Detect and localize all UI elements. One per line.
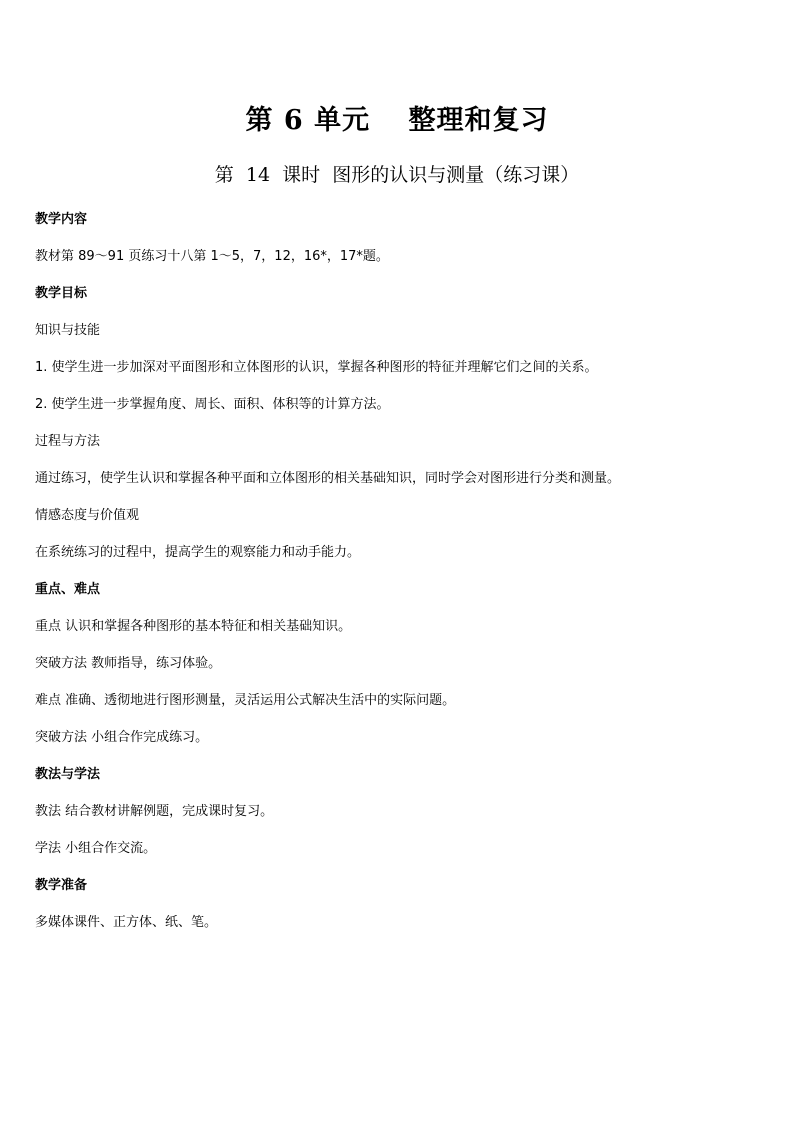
prep-text: 多媒体课件、正方体、纸、笔。 xyxy=(35,915,218,930)
methods-heading: 教法与学法 xyxy=(35,767,101,782)
key-heading: 重点、难点 xyxy=(35,582,101,597)
difficulty-point: 难点 准确、透彻地进行图形测量，灵活运用公式解决生活中的实际问题。 xyxy=(35,693,456,708)
attitude-text: 在系统练习的过程中，提高学生的观察能力和动手能力。 xyxy=(35,545,361,560)
process-text: 通过练习，使学生认识和掌握各种平面和立体图形的相关基础知识，同时学会对图形进行分类和测量。 xyxy=(35,471,621,486)
difficulty-method: 突破方法 小组合作完成练习。 xyxy=(35,730,209,745)
key-point: 重点 认识和掌握各种图形的基本特征和相关基础知识。 xyxy=(35,619,352,634)
knowledge-heading: 知识与技能 xyxy=(35,323,101,338)
attitude-heading: 情感态度与价值观 xyxy=(35,508,140,523)
prep-heading: 教学准备 xyxy=(35,878,88,893)
lesson-title: 第 14 课时 图形的认识与测量（练习课） xyxy=(214,164,580,186)
knowledge-item-2: 2. 使学生进一步掌握角度、周长、面积、体积等的计算方法。 xyxy=(35,397,390,412)
teaching-method: 教法 结合教材讲解例题，完成课时复习。 xyxy=(35,804,274,819)
knowledge-item-1: 1. 使学生进一步加深对平面图形和立体图形的认识，掌握各种图形的特征并理解它们之间的关系。 xyxy=(35,360,598,375)
goals-heading: 教学目标 xyxy=(35,286,88,301)
process-heading: 过程与方法 xyxy=(35,434,101,449)
content-heading: 教学内容 xyxy=(35,212,88,227)
key-method: 突破方法 教师指导，练习体验。 xyxy=(35,656,222,671)
lesson-content xyxy=(35,210,765,950)
content-text: 教材第 89～91 页练习十八第 1～5，7，12，16*，17*题。 xyxy=(35,249,389,264)
learning-method: 学法 小组合作交流。 xyxy=(35,841,157,856)
unit-title: 第 6 单元 整理和复习 xyxy=(245,105,549,136)
